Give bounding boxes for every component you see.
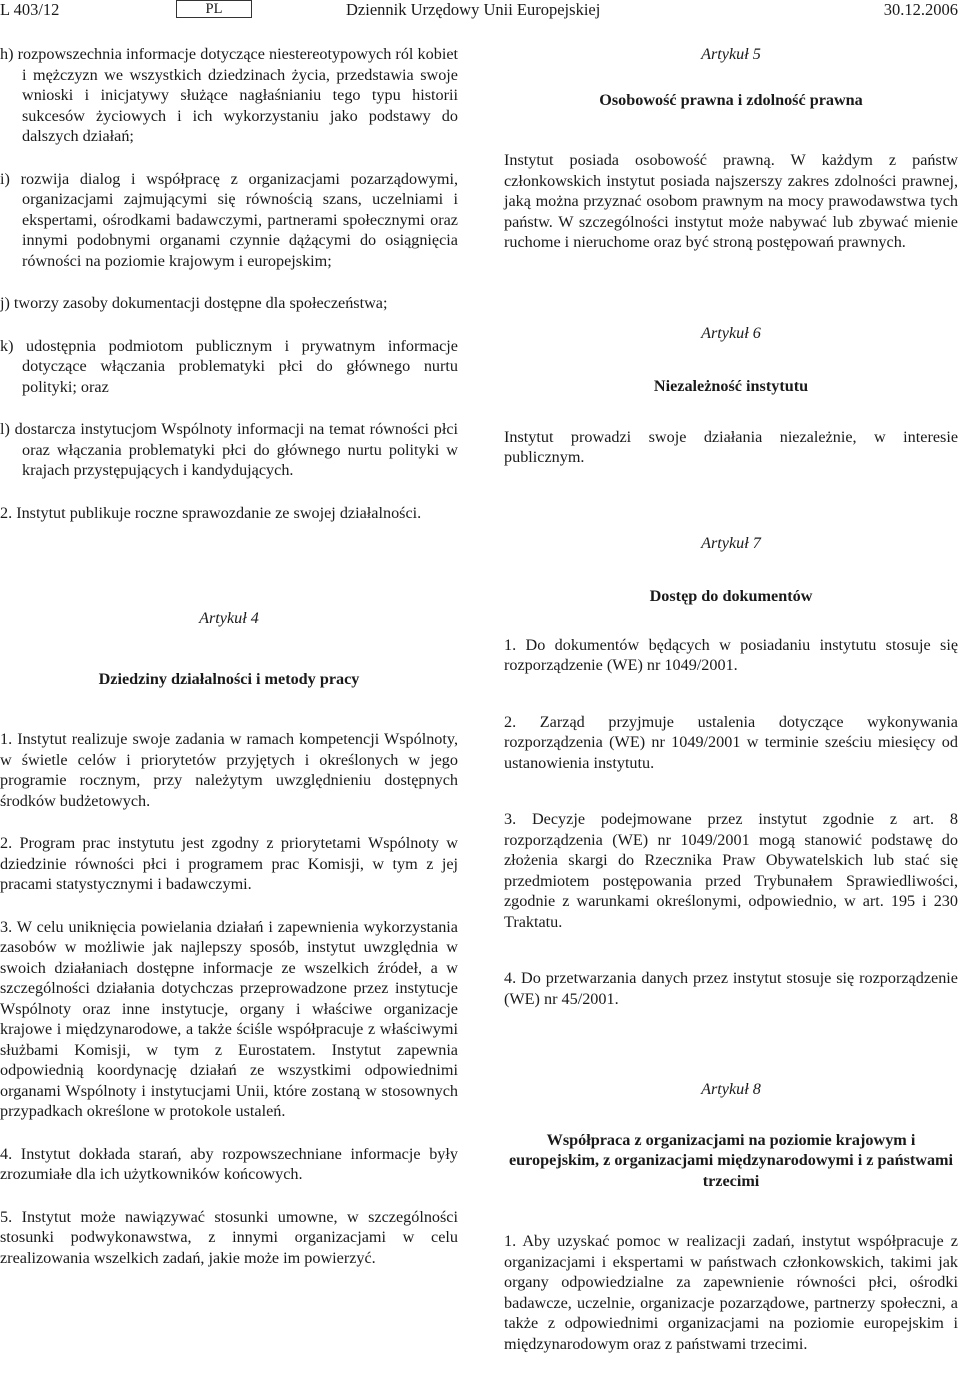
article-7-label: Artykuł 7 — [701, 533, 761, 552]
article-4-para-3: 3. W celu uniknięcia powielania działań i zapewnienia wykorzystania zasobów w możliwie jak najlepszy sposób, instytut uwzględnia w swoich działaniach dostępne informacje ze wszelkich źródeł, a w szczególności działania dotychczas przeprowadzone przez instytucje Wspólnoty oraz inne instytucje, organy i właściwe organizacje krajowe i międzynarodowe, a także ściśle współpracuje z właściwymi służbami Komisji, w tym z Eurostatem. Instytut zapewnia odpowiednią koordynację działań ze wszystkimi odpowiednimi organami Wspólnoty i instytucjami Unii, które zostaną w stosownych przypadkach określone w protokole ustaleń. — [0, 917, 458, 1120]
language-box: PL — [176, 0, 252, 18]
issue-date: 30.12.2006 — [883, 0, 958, 19]
paragraph-2: 2. Instytut publikuje roczne sprawozdanie ze swojej działalności. — [0, 503, 422, 522]
page-number: L 403/12 — [0, 0, 60, 19]
article-5-title: Osobowość prawna i zdolność prawna — [599, 90, 863, 109]
article-7-para-2: 2. Zarząd przyjmuje ustalenia dotyczące wykonywania rozporządzenia (WE) nr 1049/2001 w terminie sześciu miesięcy od ustanowienia instytutu. — [504, 712, 958, 772]
left-column — [0, 44, 458, 1268]
article-8-para-1: 1. Aby uzyskać pomoc w realizacji zadań, instytut współpracuje z organizacjami i ekspertami w państwach członkowskich, takimi jak organy odpowiedzialne za zapewnienie równości płci, ośrodki badawcze, uczelnie, organizacje pozarządowe, partnerzy społeczni, a także z odpowiednimi organizacjami na poziomie europejskim i międzynarodowym oraz z państwami trzecimi. — [504, 1232, 958, 1353]
article-4-title: Dziedziny działalności i metody pracy — [98, 669, 360, 688]
article-4-para-4: 4. Instytut dokłada starań, aby rozpowszechniane informacje były zrozumiałe dla ich użytkowników końcowych. — [0, 1144, 458, 1183]
article-6-label: Artykuł 6 — [701, 323, 761, 342]
article-8-label: Artykuł 8 — [701, 1080, 761, 1098]
article-7-title: Dostęp do dokumentów — [649, 587, 813, 605]
article-4-para-2: 2. Program prac instytutu jest zgodny z priorytetami Wspólnoty w dziedzinie równości płci i programem prac Komisji, w tym z jej pracami statystycznymi i badawczymi. — [0, 834, 458, 893]
point-h: h) rozpowszechnia informacje dotyczące niestereotypowych ról kobiet i mężczyzn we wszystkich dziedzinach życia, przedstawia swoje wnioski i inicjatywy służące nagłaśnianiu tego typu historii sukcesów życiowych i ich wykorzystaniu jako podstawy do dalszych działań; — [0, 45, 458, 145]
article-7-para-4: 4. Do przetwarzania danych przez instytut stosuje się rozporządzenie (WE) nr 45/2001. — [504, 969, 958, 1008]
point-j: j) tworzy zasoby dokumentacji dostępne dla społeczeństwa; — [0, 294, 388, 312]
journal-title: Dziennik Urzędowy Unii Europejskiej — [346, 0, 601, 19]
article-6-title: Niezależność instytutu — [653, 377, 809, 395]
article-5-para: Instytut posiada osobowość prawną. W każdym z państw członkowskich instytut posiada najszerszy zakres zdolności prawnej, jaką można przyznać osobom prawnym na mocy prawodawstwa tych państw. W szczególności instytut może nabywać lub zbywać mienie ruchome i nieruchome oraz być stroną postępowań prawnych. — [504, 151, 958, 251]
article-6-para: Instytut prowadzi swoje działania niezależnie, w interesie publicznym. — [504, 427, 958, 466]
right-column — [504, 44, 958, 1354]
article-8-title: Współpraca z organizacjami na poziomie krajowym i europejskim, z organizacjami międzynarodowymi i z państwami trzecimi — [508, 1130, 954, 1190]
point-k: k) udostępnia podmiotom publicznym i prywatnym informacje dotyczące włączania problematyki płci do głównego nurtu polityki; oraz — [0, 336, 458, 396]
article-7-para-1: 1. Do dokumentów będących w posiadaniu instytutu stosuje się rozporządzenie (WE) nr 1049/2001. — [504, 635, 958, 674]
article-7-para-3: 3. Decyzje podejmowane przez instytut zgodnie z art. 8 rozporządzenia (WE) nr 1049/2001 mogą stanowić podstawę do złożenia skargi do Rzecznika Praw Obywatelskich lub stać się przedmiotem postępowania przed Trybunałem Sprawiedliwości, zgodnie z warunkami określonymi, odpowiednio, w art. 195 i 230 Traktatu. — [504, 810, 958, 931]
article-4-para-1: 1. Instytut realizuje swoje zadania w ramach kompetencji Wspólnoty, w świetle celów i priorytetów przyjętych i określonych w jego programie rocznym, przy należytym uwzględnieniu dostępnych środków budżetowych. — [0, 730, 458, 810]
article-5-label: Artykuł 5 — [701, 45, 761, 63]
page-header — [0, 0, 960, 19]
point-i: i) rozwija dialog i współpracę z organizacjami pozarządowymi, organizacjami zajmującymi się równością szans, uczelniami i ekspertami, ośrodkami badawczymi, partnerami społecznymi oraz innymi podobnymi organami czynnie dążącymi do osiągnięcia równości na poziomie krajowym i europejskim; — [0, 169, 458, 270]
article-4-label: Artykuł 4 — [199, 609, 259, 627]
article-4-para-5: 5. Instytut może nawiązywać stosunki umowne, w szczególności stosunki podwykonawstwa, z innymi organizacjami w celu zrealizowania wszelkich zadań, jakie może im powierzyć. — [0, 1207, 458, 1267]
point-l: l) dostarcza instytucjom Wspólnoty informacji na temat równości płci oraz włączania problematyki płci do głównego nurtu polityki w krajach przystępujących i kandydujących. — [0, 420, 458, 479]
